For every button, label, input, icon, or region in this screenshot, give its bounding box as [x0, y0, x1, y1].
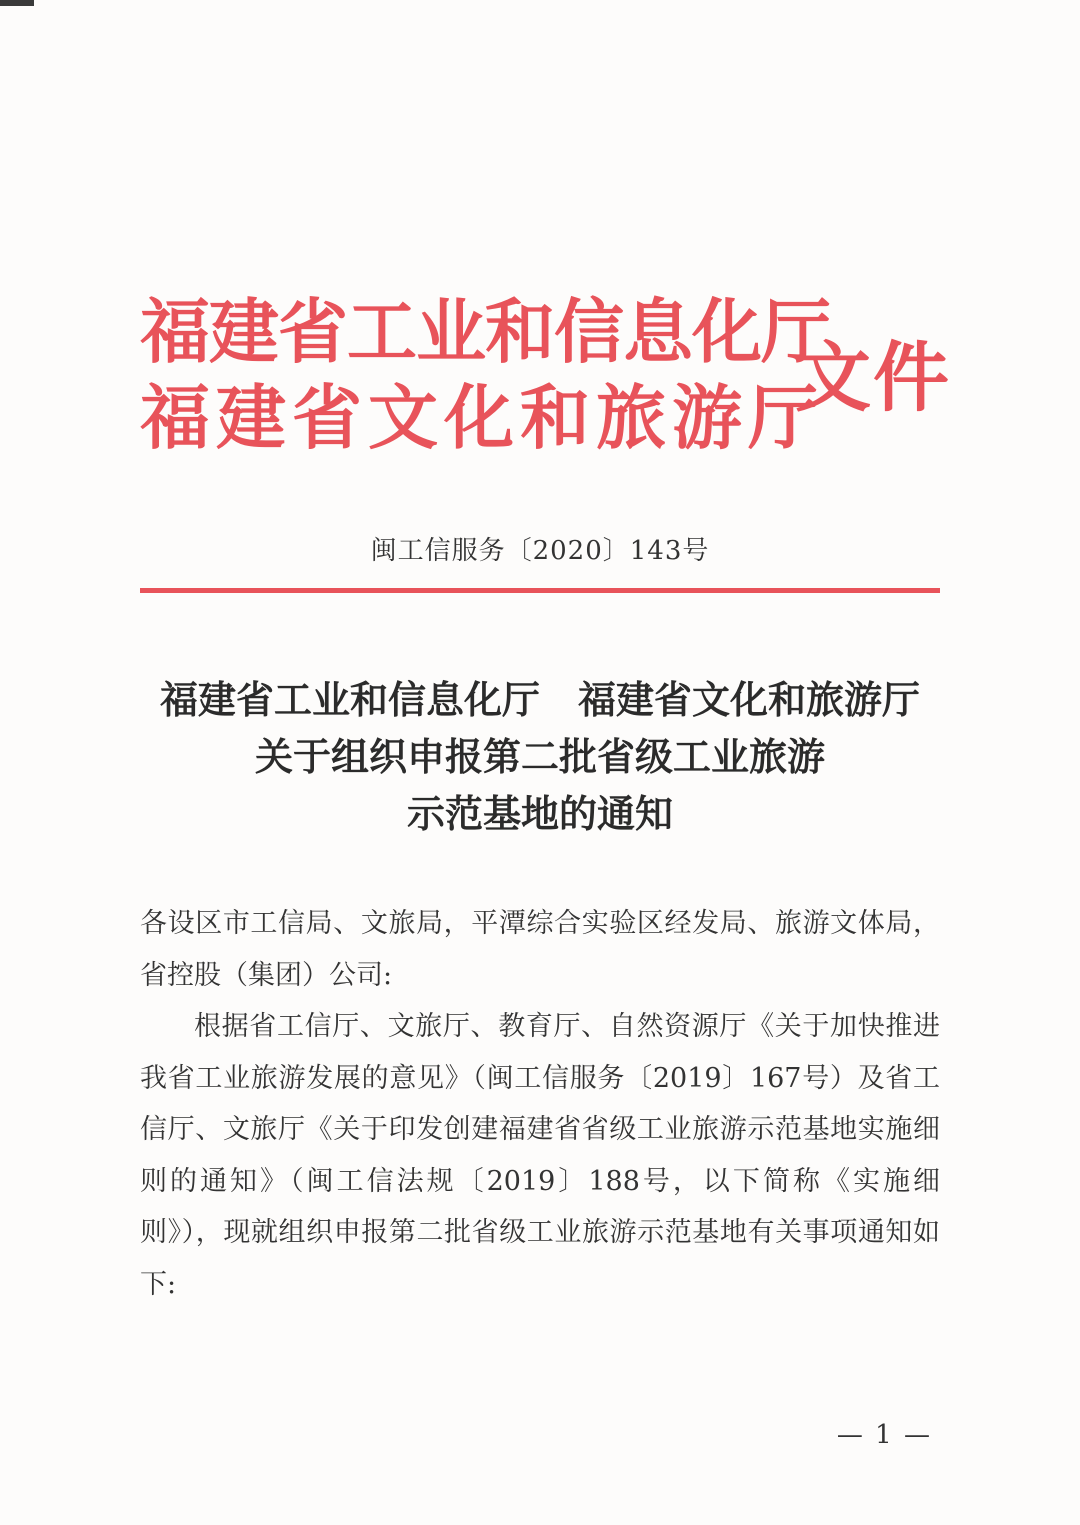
red-divider: [140, 588, 940, 593]
header-suffix: 文件: [795, 333, 951, 422]
title-line-2: 关于组织申报第二批省级工业旅游: [254, 735, 825, 779]
document-number: 闽工信服务〔2020〕143号: [370, 536, 710, 566]
scan-corner-mark: [0, 0, 34, 6]
page-number: — 1 —: [836, 1420, 932, 1450]
issuer-line-1: 福建省工业和信息化厅: [140, 290, 830, 373]
recipients: 各设区市工信局、文旅局，平潭综合实验区经发局、旅游文体局，省控股（集团）公司:: [140, 908, 940, 991]
notice-body: [140, 898, 940, 1310]
notice-title: [110, 672, 970, 843]
red-header: [140, 288, 970, 458]
body-paragraph-1: 根据省工信厅、文旅厅、教育厅、自然资源厅《关于加快推进我省工业旅游发展的意见》（闽工信服务〔2019〕167号）及省工信厅、文旅厅《关于印发创建福建省省级工业旅游示范基地实施细则的通知》（闽工信法规〔2019〕188号，以下简称《实施细则》），现就组织申报第二批省级工业旅游示范基地有关事项通知如下:: [140, 1011, 940, 1300]
title-line-3: 示范基地的通知: [406, 792, 673, 836]
title-line-1: 福建省工业和信息化厅 福建省文化和旅游厅: [159, 678, 920, 722]
issuer-line-2: 福建省文化和旅游厅: [140, 376, 824, 459]
